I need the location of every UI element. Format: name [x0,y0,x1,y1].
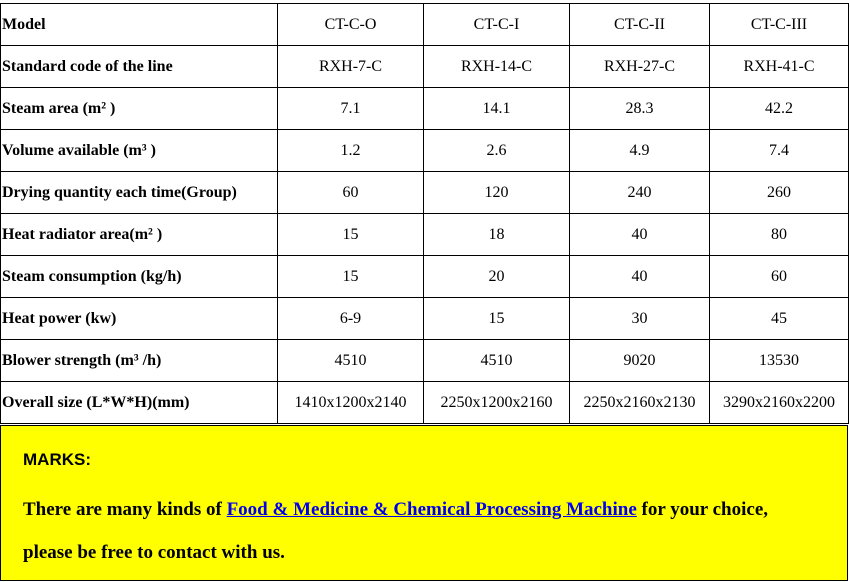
table-row [1,88,849,130]
table-cell: 4510 [278,340,424,382]
row-label-cell: Standard code of the line [1,46,278,88]
table-cell: 40 [570,214,710,256]
row-label-cell: Steam consumption (kg/h) [1,256,278,298]
table-cell: 28.3 [570,88,710,130]
table-cell: 6-9 [278,298,424,340]
table-cell: 60 [278,172,424,214]
marks-title: MARKS: [23,450,91,469]
header-model-cell: CT-C-II [570,4,710,46]
marks-box [0,425,848,581]
header-model-cell: CT-C-I [424,4,570,46]
table-row [1,382,849,424]
table-cell: 20 [424,256,570,298]
marks-line-1 [23,499,768,521]
table-cell: 42.2 [710,88,849,130]
table-cell: 7.1 [278,88,424,130]
table-cell: 30 [570,298,710,340]
table-row [1,256,849,298]
spec-table-body [1,4,849,424]
table-cell: 2250x1200x2160 [424,382,570,424]
table-cell: 4.9 [570,130,710,172]
table-header-row [1,4,849,46]
table-cell: RXH-41-C [710,46,849,88]
spec-table [0,3,849,424]
table-row [1,130,849,172]
table-cell: 260 [710,172,849,214]
table-cell: 7.4 [710,130,849,172]
row-label-cell: Volume available (m³ ) [1,130,278,172]
table-cell: 80 [710,214,849,256]
row-label-cell: Heat power (kw) [1,298,278,340]
table-cell: 15 [278,256,424,298]
table-cell: 60 [710,256,849,298]
table-row [1,298,849,340]
table-cell: RXH-27-C [570,46,710,88]
row-label-cell: Drying quantity each time(Group) [1,172,278,214]
table-cell: 240 [570,172,710,214]
table-cell: 2.6 [424,130,570,172]
table-cell: 15 [424,298,570,340]
table-cell: 15 [278,214,424,256]
marks-line-2: please be free to contact with us. [23,542,285,563]
marks-text-before-link: There are many kinds of [23,499,227,520]
table-cell: 1.2 [278,130,424,172]
row-label-cell: Heat radiator area(m² ) [1,214,278,256]
table-cell: 2250x2160x2130 [570,382,710,424]
header-model-cell: CT-C-O [278,4,424,46]
table-cell: 4510 [424,340,570,382]
row-label-cell: Overall size (L*W*H)(mm) [1,382,278,424]
table-cell: 14.1 [424,88,570,130]
header-label-cell: Model [1,4,278,46]
table-cell: 45 [710,298,849,340]
table-cell: 40 [570,256,710,298]
table-row [1,172,849,214]
marks-text-after-link: for your choice, [636,499,768,520]
row-label-cell: Steam area (m² ) [1,88,278,130]
table-cell: 13530 [710,340,849,382]
row-label-cell: Blower strength (m³ /h) [1,340,278,382]
table-row [1,214,849,256]
table-row [1,340,849,382]
table-row [1,46,849,88]
table-cell: RXH-7-C [278,46,424,88]
header-model-cell: CT-C-III [710,4,849,46]
table-cell: RXH-14-C [424,46,570,88]
product-link[interactable]: Food & Medicine & Chemical Processing Machine [226,499,637,520]
table-cell: 9020 [570,340,710,382]
table-cell: 3290x2160x2200 [710,382,849,424]
table-cell: 120 [424,172,570,214]
table-cell: 1410x1200x2140 [278,382,424,424]
table-cell: 18 [424,214,570,256]
